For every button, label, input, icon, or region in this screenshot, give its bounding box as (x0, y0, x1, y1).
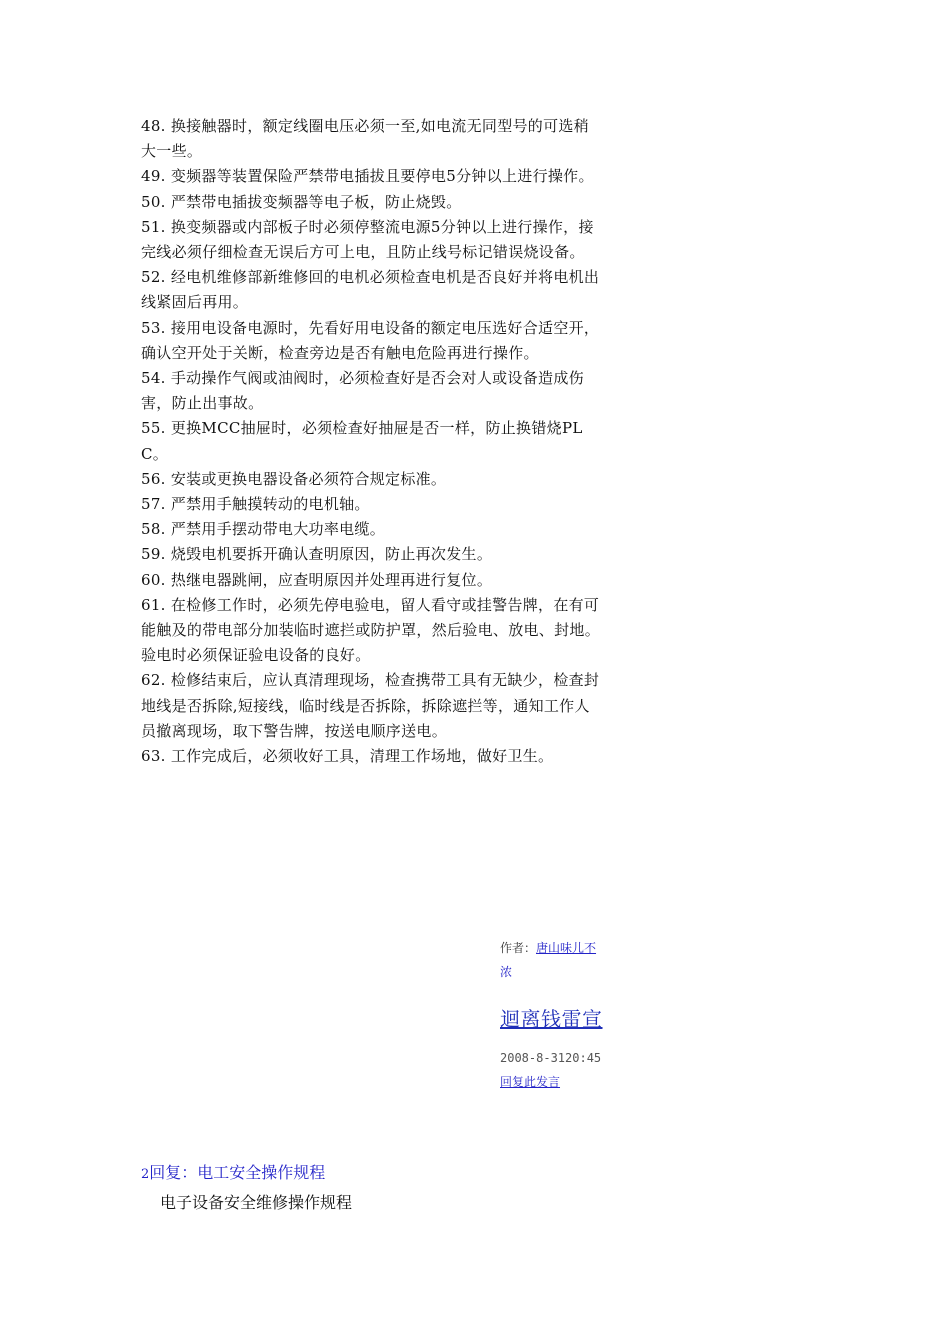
username-link[interactable]: 迴离钱雷宣 (500, 1007, 603, 1031)
author-extra: 浓 (500, 965, 513, 979)
rule-item: 59. 烧毁电机要拆开确认查明原因，防止再次发生。 (141, 545, 493, 564)
rule-item: 61. 在检修工作时，必须先停电验电，留人看守或挂警告牌，在有可能触及的带电部分加装临时遮拦或防护罩，然后验电、放电、封地。验电时必须保证验电设备的良好。 (141, 595, 601, 665)
rule-item: 63. 工作完成后，必须收好工具，清理工作场地，做好卫生。 (141, 747, 554, 766)
rule-item: 53. 接用电设备电源时，先看好用电设备的额定电压选好合适空开，确认空开处于关断，检查旁边是否有触电危险再进行操作。 (141, 318, 600, 362)
reply-to-post-link[interactable]: 回复此发言 (500, 1075, 561, 1089)
post-meta (500, 938, 604, 1090)
author-label: 作者： (500, 941, 537, 955)
rule-item: 62. 检修结束后，应认真清理现场，检查携带工具有无缺少，检查封地线是否拆除,短接线，临时线是否拆除，拆除遮拦等，通知工作人员撤离现场，取下警告牌，按送电顺序送电。 (141, 671, 600, 740)
reply-number: 2 (141, 1167, 150, 1182)
rule-item: 51. 换变频器或内部板子时必须停整流电源5分钟以上进行操作，接完线必须仔细检查无误后方可上电，且防止线号标记错误烧设备。 (141, 217, 594, 262)
rule-item: 55. 更换MCC抽屉时，必须检查好抽屉是否一样，防止换错烧PLC。 (141, 419, 583, 463)
post-timestamp: 2008-8-3120:45 (500, 1051, 602, 1065)
rule-item: 50. 严禁带电插拔变频器等电子板，防止烧毁。 (141, 192, 462, 211)
reply-heading (141, 1160, 325, 1183)
author-line (500, 938, 604, 958)
rule-item: 54. 手动操作气阀或油阀时，必须检查好是否会对人或设备造成伤害，防止出事故。 (141, 369, 584, 413)
rule-item: 57. 严禁用手触摸转动的电机轴。 (141, 495, 370, 514)
rule-item: 48. 换接触器时，额定线圈电压必须一至,如电流无同型号的可选稍大一些。 (141, 117, 589, 161)
rule-item: 52. 经电机维修部新维修回的电机必须检查电机是否良好并将电机出线紧固后再用。 (141, 268, 600, 312)
rule-item: 60. 热继电器跳闸，应查明原因并处理再进行复位。 (141, 570, 493, 589)
rule-item: 58. 严禁用手摆动带电大功率电缆。 (141, 520, 386, 539)
author-link[interactable]: 唐山味儿不 (536, 941, 597, 955)
safety-rules-list (141, 114, 603, 769)
rule-item: 49. 变频器等装置保险严禁带电插拔且要停电5分钟以上进行操作。 (141, 167, 594, 186)
rule-item: 56. 安装或更换电器设备必须符合规定标准。 (141, 469, 447, 488)
reply-body: 电子设备安全维修操作规程 (160, 1193, 353, 1212)
reply-title: 回复：电工安全操作规程 (149, 1163, 326, 1182)
